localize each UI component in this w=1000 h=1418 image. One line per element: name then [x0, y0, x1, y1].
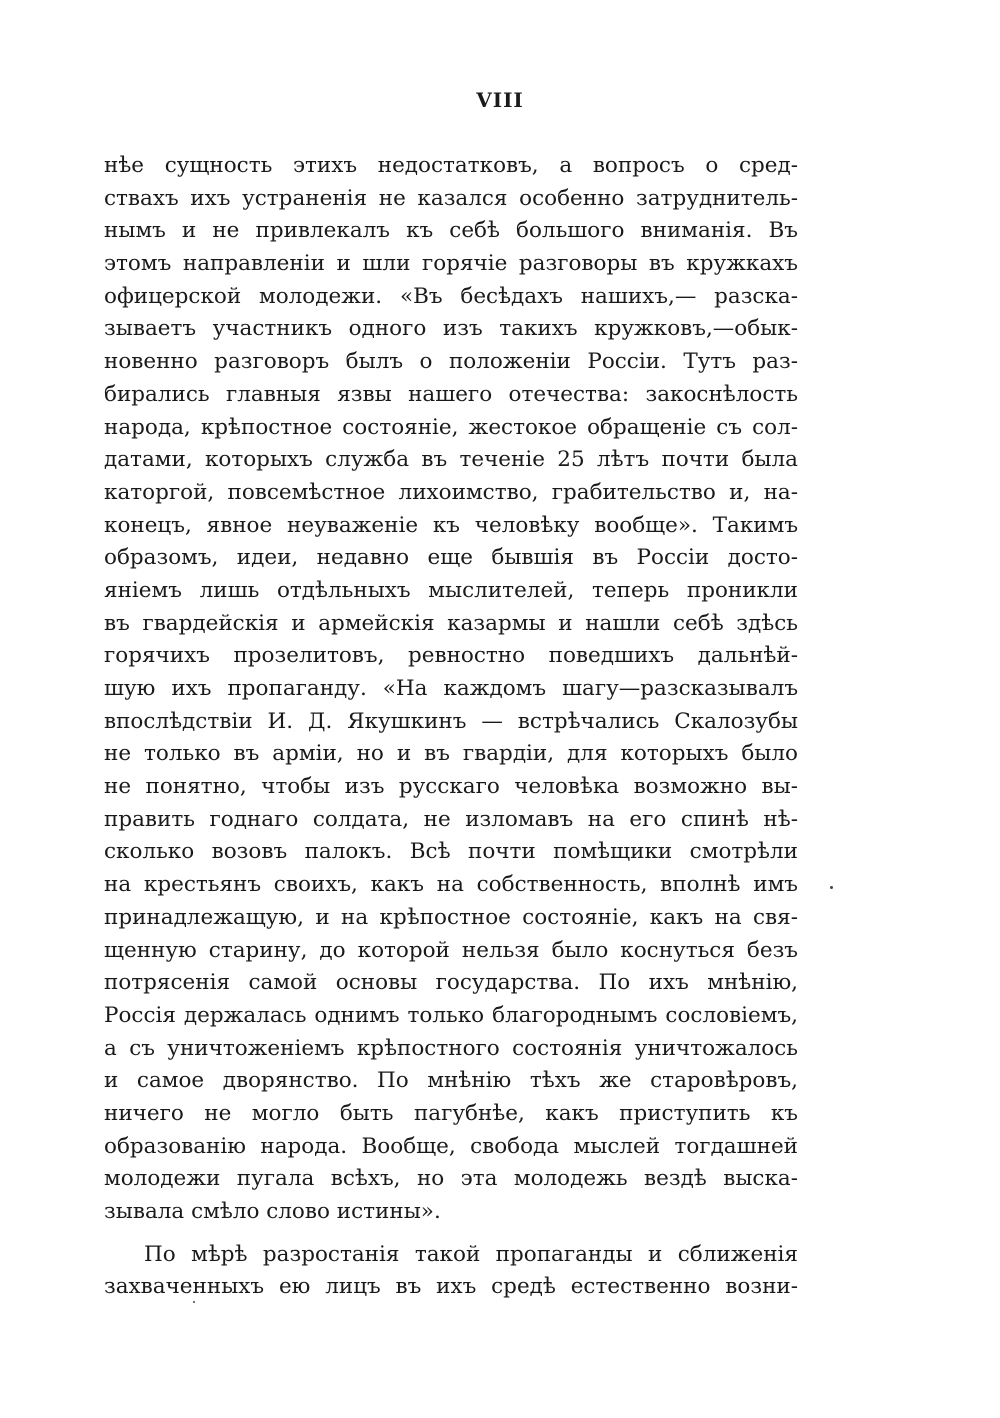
text-line: потрясенія самой основы государства. По ихъ мнѣнію,	[104, 970, 798, 996]
body-text	[104, 150, 798, 1304]
text-line: принадлежащую, и на крѣпостное состояніе, какъ на свя-	[104, 904, 798, 930]
paragraph-2	[104, 1239, 798, 1304]
text-line: датами, которыхъ служба въ теченіе 25 лѣтъ почти была	[104, 447, 798, 473]
text-line: яніемъ лишь отдѣльныхъ мыслителей, теперь проникли	[104, 577, 798, 603]
paragraph-gap	[104, 1229, 798, 1239]
text-line: Россія держалась однимъ только благороднымъ сословіемъ,	[104, 1002, 798, 1028]
page-number-header: VIII	[476, 88, 524, 112]
text-line: новенно разговоръ былъ о положеніи Россіи. Тутъ раз-	[104, 349, 798, 375]
text-line: ствахъ ихъ устраненія не казался особенно затруднитель-	[104, 185, 798, 211]
text-line: По мѣрѣ разростанія такой пропаганды и сближенія	[144, 1241, 798, 1267]
text-line: и самое дворянство. По мнѣнію тѣхъ же старовѣровъ,	[104, 1068, 798, 1094]
text-line: править годнаго солдата, не изломавъ на его спинѣ нѣ-	[104, 806, 798, 832]
text-line: образомъ, идеи, недавно еще бывшія въ Россіи досто-	[104, 545, 798, 571]
text-line: образованію народа. Вообще, свобода мыслей тогдашней	[104, 1133, 798, 1159]
paragraph-1	[104, 150, 798, 1229]
text-line: шую ихъ пропаганду. «На каждомъ шагу—разсказывалъ	[104, 676, 798, 701]
text-line: бирались главныя язвы нашего отечества: закоснѣлость	[104, 381, 798, 407]
text-line: молодежи пугала всѣхъ, но эта молодежь вездѣ выска-	[104, 1166, 798, 1192]
text-line: сколько возовъ палокъ. Всѣ почти помѣщики смотрѣли	[104, 839, 798, 865]
text-line: нымъ и не привлекалъ къ себѣ большого вниманія. Въ	[104, 218, 798, 244]
text-line: не только въ арміи, но и въ гвардіи, для которыхъ было	[104, 741, 798, 767]
text-line: а съ уничтоженіемъ крѣпостного состоянія уничтожалось	[104, 1035, 798, 1061]
text-line: впослѣдствіи И. Д. Якушкинъ — встрѣчались Скалозубы	[104, 708, 798, 734]
text-line: этомъ направленіи и шли горячіе разговоры въ кружкахъ	[104, 251, 798, 277]
text-line: офицерской молодежи. «Въ бесѣдахъ нашихъ,— разска-	[104, 283, 798, 309]
text-line: захваченныхъ ею лицъ въ ихъ средѣ естественно возни-	[104, 1274, 798, 1300]
text-line: не понятно, чтобы изъ русскаго человѣка возможно вы-	[104, 774, 798, 800]
text-line: народа, крѣпостное состояніе, жестокое обращеніе съ сол-	[104, 414, 798, 440]
text-line: конецъ, явное неуваженіе къ человѣку вообще». Такимъ	[104, 512, 798, 538]
text-line: горячихъ прозелитовъ, ревностно поведшихъ дальнѣй-	[104, 643, 798, 669]
text-line: каторгой, повсемѣстное лихоимство, грабительство и, на-	[104, 479, 798, 505]
text-line: на крестьянъ своихъ, какъ на собственность, вполнѣ имъ	[104, 872, 798, 898]
text-line: зываетъ участникъ одного изъ такихъ кружковъ,—обык-	[104, 316, 798, 342]
scan-speck	[193, 1301, 195, 1303]
text-line: ничего не могло быть пагубнѣе, какъ приступить къ	[104, 1100, 798, 1126]
text-line: щенную старину, до которой нельзя было коснуться безъ	[104, 937, 798, 963]
text-line: нѣе сущность этихъ недостатковъ, а вопросъ о сред-	[104, 153, 798, 178]
text-line: зывала смѣло слово истины».	[104, 1199, 441, 1224]
text-line: въ гвардейскія и армейскія казармы и нашли себѣ здѣсь	[104, 610, 798, 636]
scan-speck	[830, 886, 833, 889]
